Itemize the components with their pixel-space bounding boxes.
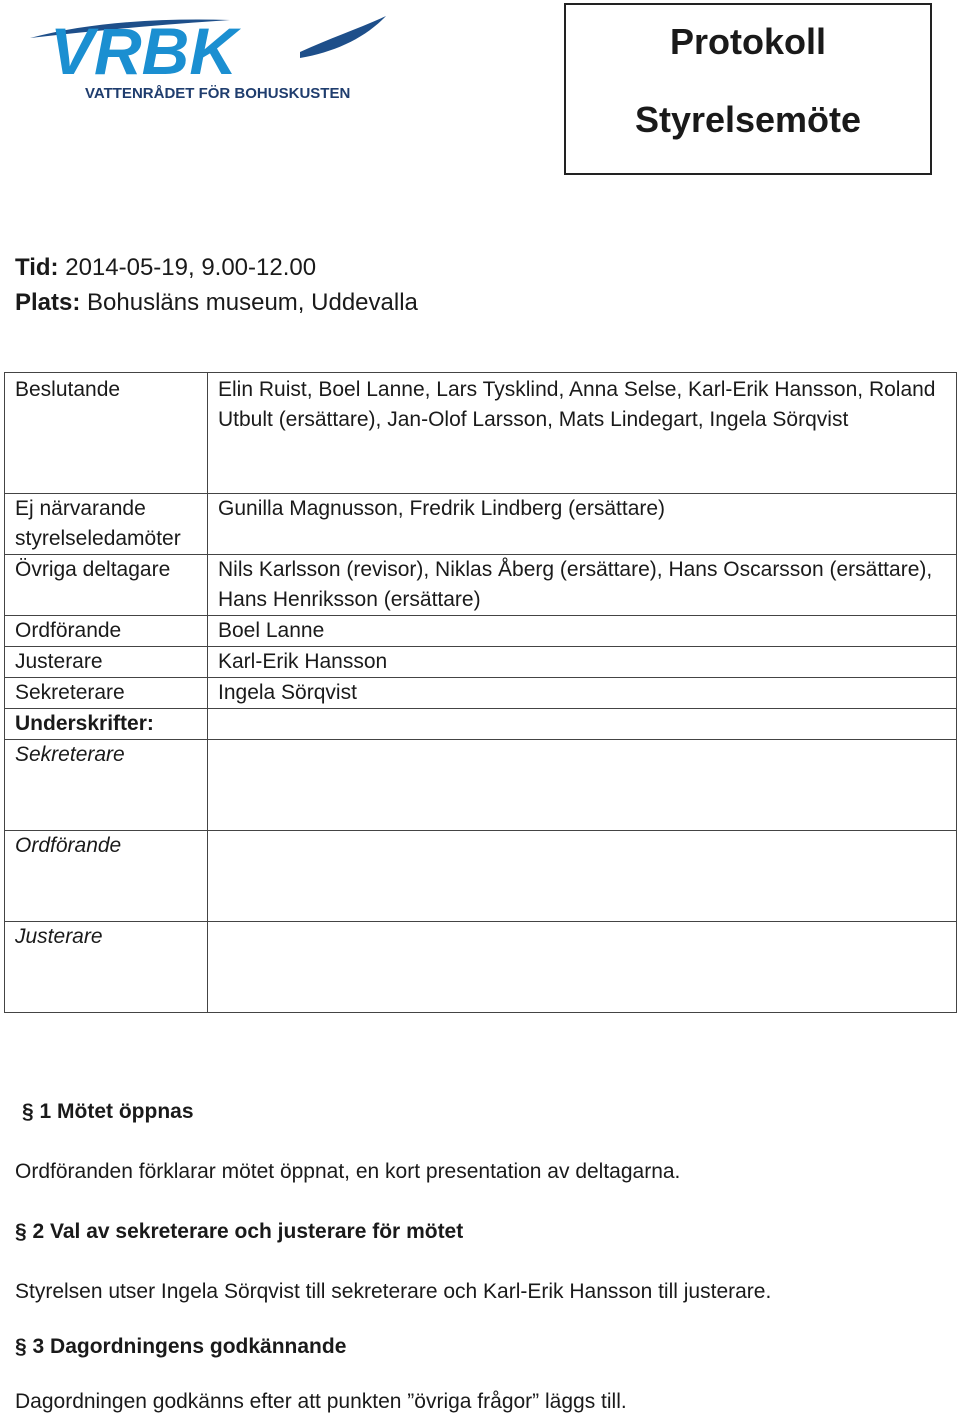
- logo-tagline: VATTENRÅDET FÖR BOHUSKUSTEN: [85, 85, 351, 102]
- table-row: [5, 740, 957, 831]
- document-title: Protokoll: [669, 21, 826, 62]
- meeting-place: [15, 289, 418, 317]
- section-3-heading: § 3 Dagordningens godkännande: [15, 1335, 347, 1358]
- meeting-time: [15, 254, 316, 282]
- signatures-heading: Underskrifter:: [5, 709, 208, 740]
- table-row: [5, 555, 957, 616]
- justerare-label: Justerare: [5, 647, 208, 678]
- place-label: Plats:: [15, 289, 81, 316]
- table-row: [5, 709, 957, 740]
- beslutande-value: Elin Ruist, Boel Lanne, Lars Tysklind, Anna Selse, Karl-Erik Hansson, Roland Utbult (ersättare), Jan-Olof Larsson, Mats Lindegart, Ingela Sörqvist: [208, 373, 957, 494]
- section-3-text: Dagordningen godkänns efter att punkten ”övriga frågor” läggs till.: [15, 1390, 627, 1413]
- vrbk-logo-graphic: [30, 8, 390, 104]
- justerare-value: Karl-Erik Hansson: [208, 647, 957, 678]
- beslutande-label: Beslutande: [5, 373, 208, 494]
- table-row: [5, 678, 957, 709]
- place-value: Bohusläns museum, Uddevalla: [80, 289, 418, 316]
- ordforande-value: Boel Lanne: [208, 616, 957, 647]
- table-row: [5, 373, 957, 494]
- signature-ordforande-field: [208, 831, 957, 922]
- logo-wordmark: VRBK: [50, 14, 238, 88]
- signature-justerare-field: [208, 922, 957, 1013]
- signature-ordforande-label: Ordförande: [5, 831, 208, 922]
- section-1-text: Ordföranden förklarar mötet öppnat, en kort presentation av deltagarna.: [15, 1160, 681, 1183]
- sekreterare-label: Sekreterare: [5, 678, 208, 709]
- table-row: [5, 616, 957, 647]
- signature-sekreterare-label: Sekreterare: [5, 740, 208, 831]
- table-row: [5, 922, 957, 1013]
- signatures-heading-blank: [208, 709, 957, 740]
- time-value: 2014-05-19, 9.00-12.00: [58, 254, 317, 281]
- ovriga-value: Nils Karlsson (revisor), Niklas Åberg (ersättare), Hans Oscarsson (ersättare), Hans Henriksson (ersättare): [208, 555, 957, 616]
- logo-swoosh-right: [300, 16, 386, 58]
- title-box: [564, 3, 932, 175]
- ovriga-label: Övriga deltagare: [5, 555, 208, 616]
- section-2-heading: § 2 Val av sekreterare och justerare för mötet: [15, 1220, 464, 1243]
- time-label: Tid:: [15, 254, 59, 281]
- ej-narvarande-value: Gunilla Magnusson, Fredrik Lindberg (ersättare): [208, 494, 957, 555]
- signature-justerare-label: Justerare: [5, 922, 208, 1013]
- ordforande-label: Ordförande: [5, 616, 208, 647]
- table-row: [5, 831, 957, 922]
- vrbk-logo: [30, 8, 390, 104]
- table-row: [5, 494, 957, 555]
- table-row: [5, 647, 957, 678]
- signature-sekreterare-field: [208, 740, 957, 831]
- section-1-heading: § 1 Mötet öppnas: [22, 1100, 194, 1123]
- participants-table: [4, 372, 957, 1013]
- document-subtitle: Styrelsemöte: [634, 99, 862, 140]
- ej-narvarande-label: Ej närvarande styrelseledamöter: [5, 494, 208, 555]
- sekreterare-value: Ingela Sörqvist: [208, 678, 957, 709]
- section-2-text: Styrelsen utser Ingela Sörqvist till sekreterare och Karl-Erik Hansson till justerare.: [15, 1280, 772, 1303]
